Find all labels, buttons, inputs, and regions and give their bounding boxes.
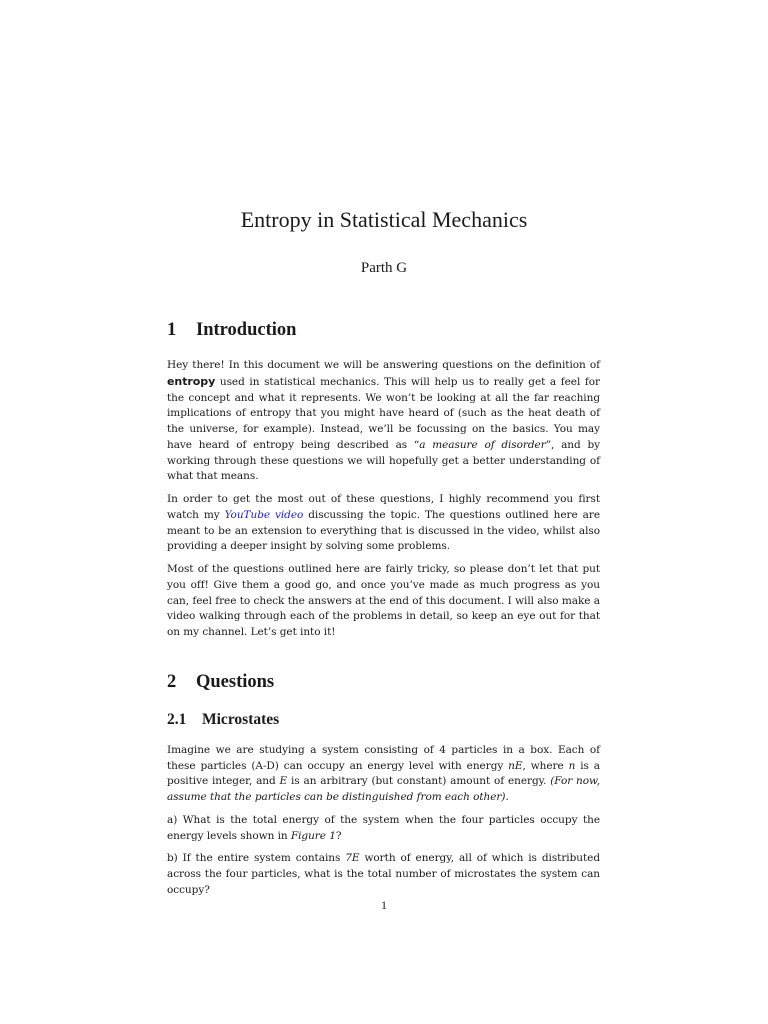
text-run: is an arbitrary (but constant) amount of energy. <box>287 775 551 788</box>
entropy-term: entropy <box>167 374 216 388</box>
section-heading-questions <box>167 670 600 694</box>
text-run: used in statistical mechanics. This will help us to really get a feel for the concept and what it represents. We won’t be looking at all the far reaching implications of entropy that you might have heard of (such as the heat death of the universe, for example). Instead, we’ll be focussing on the basics. You may have heard of entropy being described as “ <box>167 375 600 451</box>
youtube-video-link[interactable]: YouTube video <box>224 508 304 521</box>
document-title: Entropy in Statistical Mechanics <box>240 207 528 232</box>
question-b <box>167 851 600 898</box>
text-run: , where <box>522 759 569 772</box>
math-nE: nE <box>508 759 523 772</box>
text-run: . <box>505 791 509 803</box>
text-run: a) What is the total energy of the system when the four particles occupy the energy levels shown in <box>167 813 600 842</box>
text-run: In order to get the most out of these questions, I highly recommend you first watch my <box>167 493 600 521</box>
text-run: discussing the topic. The questions outlined here are meant to be an extension to everything that is discussed in the video, whilst also providing a deeper insight by solving some problems. <box>167 508 600 553</box>
text-run: worth of energy, all of which is distributed across the four particles, what is the total number of microstates the system can occupy? <box>167 852 600 896</box>
section-heading-introduction <box>167 318 600 342</box>
emphasis-text: (For now, assume that the particles can be distinguished from each other) <box>167 775 601 803</box>
math-E: E <box>279 775 288 788</box>
section-number: 1 <box>167 320 177 340</box>
microstates-paragraph-1 <box>167 743 600 806</box>
spacer <box>167 648 600 670</box>
intro-paragraph-3: Most of the questions outlined here are fairly tricky, so please don’t let that put you off! Give them a good go, and once you’ve made as much progress as you can, feel free to check the answers at the end of this document. I will also make a video walking through each of the problems in detail, so keep an eye out for that on my channel. Let’s get into it! <box>167 563 600 638</box>
emphasis-text: a measure of disorder <box>419 438 546 451</box>
text-run: Hey there! In this document we will be answering questions on the definition of <box>167 359 600 371</box>
intro-paragraph-1 <box>167 358 600 485</box>
figure-reference: Figure 1 <box>290 829 336 842</box>
subsection-heading-microstates <box>167 710 600 730</box>
subsection-number: 2.1 <box>167 710 187 728</box>
text-run: b) If the entire system contains <box>167 852 346 865</box>
intro-paragraph-2 <box>167 492 600 555</box>
section-title: Introduction <box>196 320 297 340</box>
text-run: ”, and by working through these questions we will hopefully get a better understanding of what that means. <box>167 438 600 483</box>
subsection-title: Microstates <box>202 710 280 728</box>
section-title: Questions <box>196 671 275 692</box>
math-7E: 7E <box>345 852 360 865</box>
document-body <box>167 318 600 906</box>
section-number: 2 <box>167 671 177 692</box>
question-a <box>167 813 600 845</box>
document-author: Parth G <box>360 260 408 276</box>
text-run: Imagine we are studying a system consisting of 4 particles in a box. Each of these particles (A-D) can occupy an energy level with energy <box>167 743 600 772</box>
text-run: is a positive integer, and <box>167 759 600 788</box>
math-n: n <box>568 759 576 772</box>
page-number: 1 <box>381 898 387 912</box>
text-run: ? <box>335 829 342 842</box>
